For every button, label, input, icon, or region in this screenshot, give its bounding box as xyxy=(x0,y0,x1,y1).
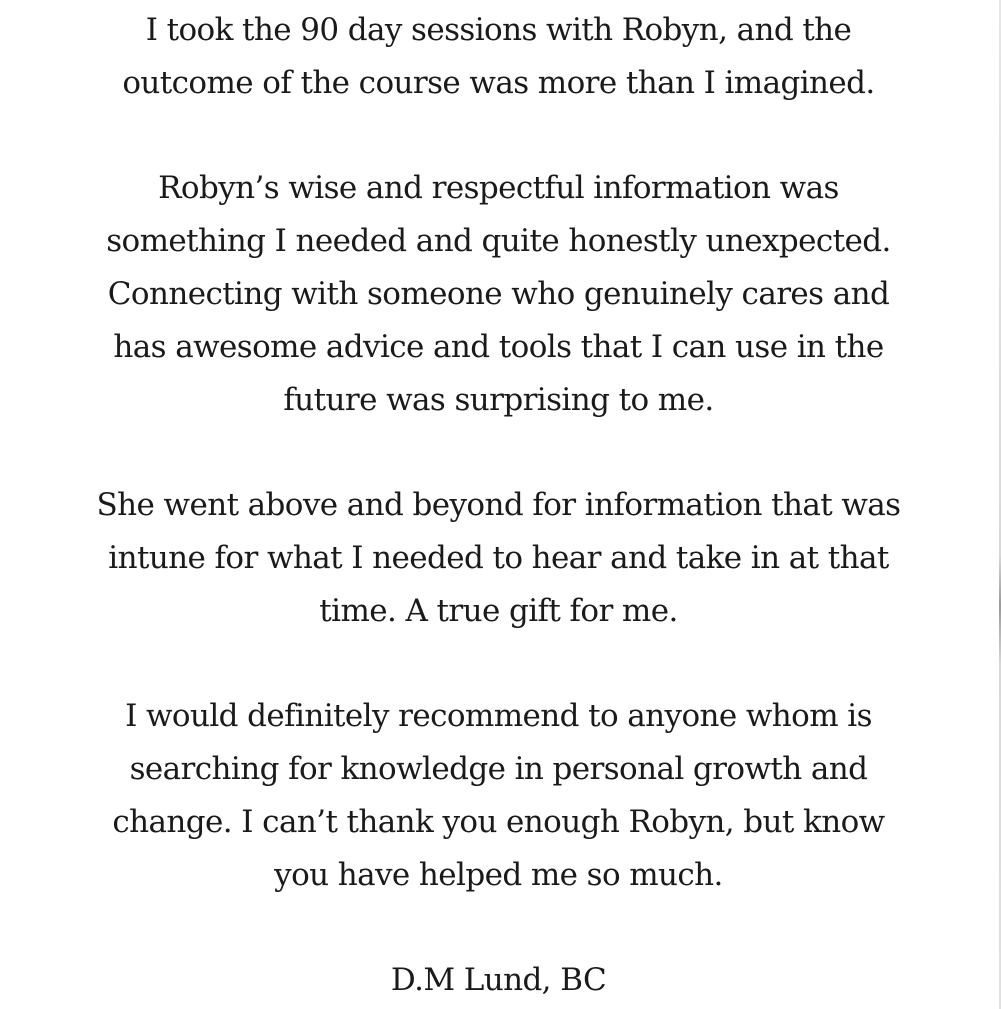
text-line: Robyn’s wise and respectful information was xyxy=(158,170,839,206)
paragraph-above-beyond xyxy=(0,479,997,638)
text-line: you have helped me so much. xyxy=(274,857,723,893)
paragraph-recommend xyxy=(0,690,997,902)
text-line: I took the 90 day sessions with Robyn, and the xyxy=(145,12,852,48)
text-line: I would definitely recommend to anyone whom is xyxy=(125,698,872,734)
text-line: intune for what I needed to hear and take in at that xyxy=(108,540,889,576)
text-line: time. A true gift for me. xyxy=(319,593,678,629)
testimonial-text xyxy=(0,4,997,1007)
text-line: has awesome advice and tools that I can use in the xyxy=(113,329,884,365)
text-line: future was surprising to me. xyxy=(283,382,714,418)
signature: D.M Lund, BC xyxy=(390,962,607,998)
paragraph-intro xyxy=(0,4,997,110)
paragraph-information xyxy=(0,162,997,427)
text-line: searching for knowledge in personal growth and xyxy=(129,751,868,787)
text-line: change. I can’t thank you enough Robyn, but know xyxy=(112,804,885,840)
text-line: She went above and beyond for information that was xyxy=(96,487,901,523)
text-line: outcome of the course was more than I imagined. xyxy=(122,65,875,101)
text-line: Connecting with someone who genuinely cares and xyxy=(107,276,890,312)
text-line: something I needed and quite honestly unexpected. xyxy=(106,223,891,259)
